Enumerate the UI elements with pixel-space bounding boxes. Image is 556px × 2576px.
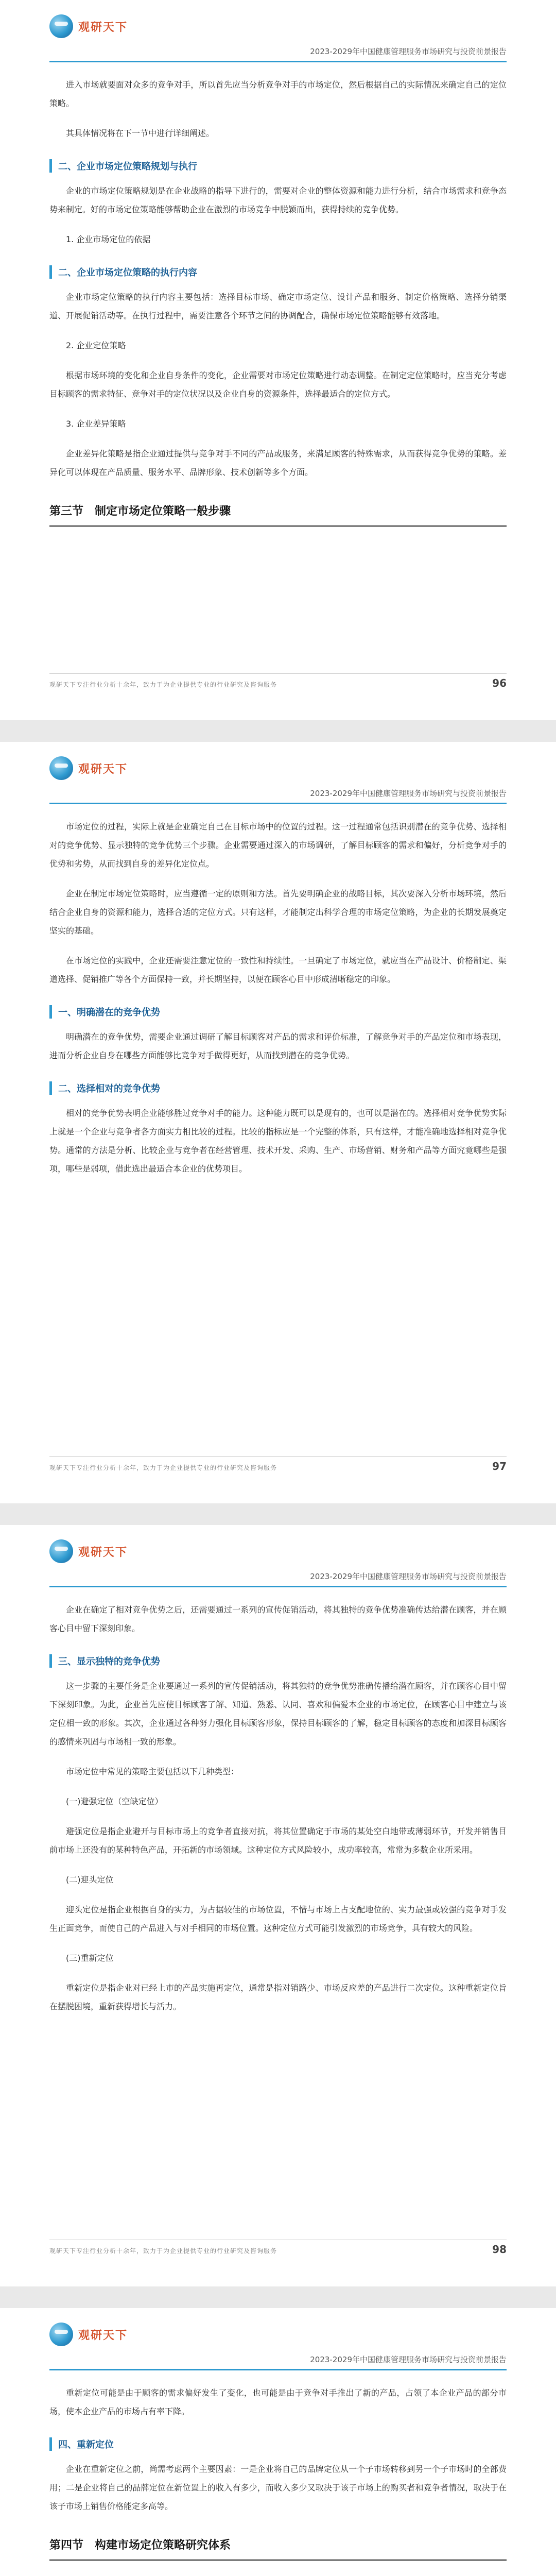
subsection-heading: 一、明确潜在的竞争优势 [49, 1005, 507, 1019]
brand-logo [49, 756, 128, 780]
page-body [49, 62, 507, 527]
subsection-heading: 二、选择相对的竞争优势 [49, 1081, 507, 1095]
header-title: 2023-2029年中国健康管理服务市场研究与投资前景报告 [310, 1572, 507, 1581]
page-footer [49, 673, 507, 693]
paragraph: 2. 企业定位策略 [66, 341, 126, 350]
report-page [0, 2308, 556, 2576]
paragraph: 重新定位可能是由于顾客的需求偏好发生了变化，也可能是由于竞争对手推出了新的产品，占领了本企业产品的部分市场，使本企业产品的市场占有率下降。 [49, 2388, 507, 2416]
page-number: 98 [492, 2243, 507, 2256]
logo-icon [49, 1539, 73, 1563]
subsection-heading: 二、企业市场定位策略规划与执行 [49, 159, 507, 173]
logo-text: 观研天下 [78, 2329, 128, 2342]
paragraph: 企业市场定位策略的执行内容主要包括：选择目标市场、确定市场定位、设计产品和服务、制定价格策略、选择分销渠道、开展促销活动等。在执行过程中，需要注意各个环节之间的协调配合，确保市场定位策略能够有效落地。 [49, 292, 507, 320]
paragraph: 企业的市场定位策略规划是在企业战略的指导下进行的，需要对企业的整体资源和能力进行分析，结合市场需求和竞争态势来制定。好的市场定位策略能够帮助企业在激烈的市场竞争中脱颖而出，获得持续的竞争优势。 [49, 186, 507, 214]
paragraph: 根据市场环境的变化和企业自身条件的变化，企业需要对市场定位策略进行动态调整。在制定定位策略时，应当充分考虑目标顾客的需求特征、竞争对手的定位状况以及企业自身的资源条件，选择最适合的定位方式。 [49, 370, 507, 399]
logo-text: 观研天下 [78, 21, 128, 34]
report-page [0, 742, 556, 1503]
subsection-heading: 四、重新定位 [49, 2437, 507, 2451]
logo-icon [49, 14, 73, 38]
paragraph: 重新定位是指企业对已经上市的产品实施再定位，通常是指对销路少、市场反应差的产品进行二次定位。这种重新定位旨在摆脱困境，重新获得增长与活力。 [49, 1983, 507, 2011]
section-heading: 第三节 制定市场定位策略一般步骤 [49, 502, 507, 527]
paragraph: 3. 企业差异策略 [66, 419, 126, 429]
header-title: 2023-2029年中国健康管理服务市场研究与投资前景报告 [310, 47, 507, 56]
footer-slogan: 观研天下专注行业分析十余年，致力于为企业提供专业的行业研究及咨询服务 [49, 681, 277, 688]
page-footer [49, 1456, 507, 1477]
page-body [49, 1587, 507, 2016]
logo-icon [49, 756, 73, 780]
list-item: (三)重新定位 [66, 1953, 114, 1963]
page-number: 97 [492, 1460, 507, 1472]
report-page [0, 0, 556, 720]
logo-text: 观研天下 [78, 762, 128, 776]
page-footer [49, 2240, 507, 2260]
list-item: (一)避强定位（空缺定位） [66, 1797, 163, 1806]
paragraph: 避强定位是指企业避开与目标市场上的竞争者直接对抗，将其位置确定于市场的某处空白地带或薄弱环节，开发并销售目前市场上还没有的某种特色产品，开拓新的市场领域。这种定位方式风险较小，成功率较高，常常为多数企业所采用。 [49, 1826, 507, 1855]
brand-logo [49, 14, 128, 38]
subsection-heading: 二、企业市场定位策略的执行内容 [49, 265, 507, 279]
paragraph: 进入市场就要面对众多的竞争对手，所以首先应当分析竞争对手的市场定位，然后根据自己的实际情况来确定自己的定位策略。 [49, 80, 507, 108]
paragraph: 企业在制定市场定位策略时，应当遵循一定的原则和方法。首先要明确企业的战略目标，其次要深入分析市场环境，然后结合企业自身的资源和能力，选择合适的定位方式。只有这样，才能制定出科学合理的市场定位策略，为企业的长期发展奠定坚实的基础。 [49, 889, 507, 936]
paragraph: 这一步骤的主要任务是企业要通过一系列的宣传促销活动，将其独特的竞争优势准确传播给潜在顾客，并在顾客心目中留下深刻印象。为此，企业首先应使目标顾客了解、知道、熟悉、认同、喜欢和偏爱本企业的市场定位，在顾客心目中建立与该定位相一致的形象。其次，企业通过各种努力强化目标顾客形象，保持目标顾客的了解，稳定目标顾客的态度和加深目标顾客的感情来巩固与市场相一致的形象。 [49, 1681, 507, 1747]
paragraph: 明确潜在的竞争优势，需要企业通过调研了解目标顾客对产品的需求和评价标准，了解竞争对手的产品定位和市场表现，进而分析企业自身在哪些方面能够比竞争对手做得更好，从而找到潜在的竞争优势。 [49, 1032, 507, 1060]
header-title: 2023-2029年中国健康管理服务市场研究与投资前景报告 [310, 789, 507, 798]
page-header [49, 1525, 507, 1587]
paragraph: 市场定位的过程，实际上就是企业确定自己在目标市场中的位置的过程。这一过程通常包括识别潜在的竞争优势、选择相对的竞争优势、显示独特的竞争优势三个步骤。企业需要通过深入的市场调研，了解目标顾客的需求和偏好，分析竞争对手的优势和劣势，从而找到自身的差异化定位点。 [49, 822, 507, 869]
paragraph: 市场定位中常见的策略主要包括以下几种类型： [66, 1767, 239, 1776]
page-header [49, 742, 507, 804]
logo-text: 观研天下 [78, 1546, 128, 1559]
paragraph: 企业在重新定位之前，尚需考虑两个主要因素：一是企业将自己的品牌定位从一个子市场转移到另一个子市场时的全部费用；二是企业将自己的品牌定位在新位置上的收入有多少，而收入多少又取决于该子市场上的购买者和竞争者情况，取决于在该子市场上销售价格能定多高等。 [49, 2464, 507, 2511]
paragraph: 其具体情况将在下一节中进行详细阐述。 [66, 128, 215, 138]
paragraph: 1. 企业市场定位的依据 [66, 234, 151, 244]
footer-slogan: 观研天下专注行业分析十余年，致力于为企业提供专业的行业研究及咨询服务 [49, 1464, 277, 1471]
paragraph: 相对的竞争优势表明企业能够胜过竞争对手的能力。这种能力既可以是现有的，也可以是潜在的。选择相对竞争优势实际上就是一个企业与竞争者各方面实力相比较的过程。比较的指标应是一个完整的体系，只有这样，才能准确地选择相对竞争优势。通常的方法是分析、比较企业与竞争者在经营管理、技术开发、采购、生产、市场营销、财务和产品等方面究竟哪些是强项，哪些是弱项，借此选出最适合本企业的优势项目。 [49, 1108, 507, 1174]
paragraph: 企业差异化策略是指企业通过提供与竞争对手不同的产品或服务，来满足顾客的特殊需求，从而获得竞争优势的策略。差异化可以体现在产品质量、服务水平、品牌形象、技术创新等多个方面。 [49, 449, 507, 477]
page-number: 96 [492, 677, 507, 689]
brand-logo [49, 2323, 128, 2346]
page-header [49, 2308, 507, 2370]
paragraph: 迎头定位是指企业根据自身的实力，为占据较佳的市场位置，不惜与市场上占支配地位的、实力最强或较强的竞争对手发生正面竞争，而使自己的产品进入与对手相同的市场位置。这种定位方式可能引发激烈的市场竞争，具有较大的风险。 [49, 1905, 507, 1933]
page-body [49, 2370, 507, 2576]
section-heading: 第四节 构建市场定位策略研究体系 [49, 2536, 507, 2561]
paragraph: 在市场定位的实践中，企业还需要注意定位的一致性和持续性。一旦确定了市场定位，就应当在产品设计、价格制定、渠道选择、促销推广等各个方面保持一致，并长期坚持，以便在顾客心目中形成清晰稳定的印象。 [49, 956, 507, 984]
logo-icon [49, 2323, 73, 2346]
page-header [49, 0, 507, 62]
paragraph: 企业在确定了相对竞争优势之后，还需要通过一系列的宣传促销活动，将其独特的竞争优势准确传达给潜在顾客，并在顾客心目中留下深刻印象。 [49, 1605, 507, 1633]
footer-slogan: 观研天下专注行业分析十余年，致力于为企业提供专业的行业研究及咨询服务 [49, 2247, 277, 2255]
list-item: (二)迎头定位 [66, 1875, 114, 1885]
page-body [49, 804, 507, 1178]
subsection-heading: 三、显示独特的竞争优势 [49, 1654, 507, 1668]
report-page [0, 1525, 556, 2286]
header-title: 2023-2029年中国健康管理服务市场研究与投资前景报告 [310, 2355, 507, 2364]
brand-logo [49, 1539, 128, 1563]
